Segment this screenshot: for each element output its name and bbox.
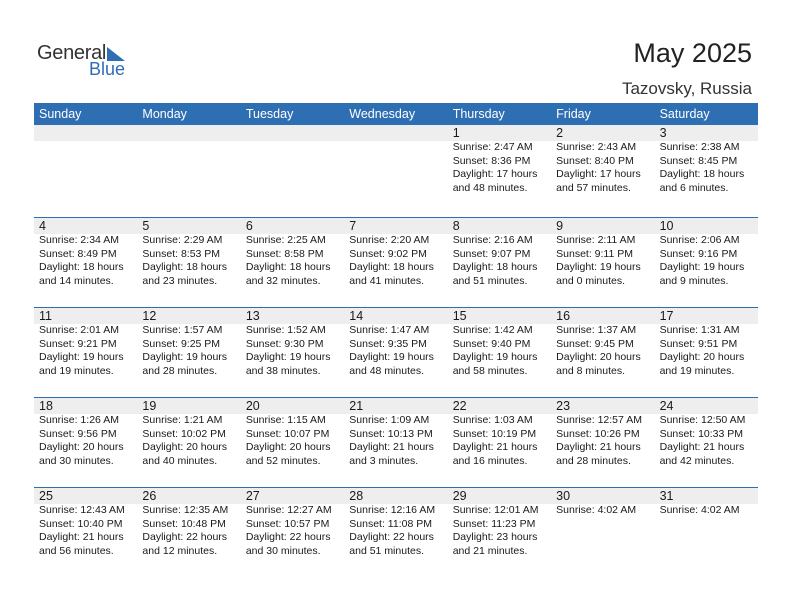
day-daylight2: and 32 minutes. — [245, 274, 321, 287]
day-cell — [137, 218, 240, 307]
day-sunrise: Sunrise: 12:27 AM — [245, 504, 332, 516]
page-title: May 2025 — [633, 38, 752, 68]
day-daylight2: and 23 minutes. — [142, 274, 218, 287]
weeks-container — [34, 125, 758, 577]
day-cell — [655, 398, 758, 487]
day-number: 15 — [452, 309, 467, 323]
day-sunset: Sunset: 9:40 PM — [452, 337, 531, 350]
day-daylight1: Daylight: 17 hours — [452, 168, 538, 180]
day-sunset: Sunset: 9:56 PM — [39, 427, 117, 440]
day-cell — [344, 398, 447, 487]
day-sunrise: Sunrise: 1:37 AM — [556, 324, 637, 336]
day-daylight2: and 12 minutes. — [142, 544, 218, 557]
day-number: 18 — [39, 399, 53, 413]
day-sunset: Sunset: 9:51 PM — [659, 337, 738, 350]
day-number: 2 — [556, 126, 564, 140]
day-daylight2: and 21 minutes. — [452, 544, 528, 557]
weekday-header — [34, 103, 758, 125]
day-sunset: Sunset: 9:30 PM — [245, 337, 324, 350]
day-daylight1: Daylight: 18 hours — [452, 261, 538, 273]
day-cell — [137, 488, 240, 577]
weekday-monday: Monday — [142, 107, 187, 121]
day-daylight2: and 51 minutes. — [349, 544, 424, 557]
day-daylight2: and 6 minutes. — [659, 181, 729, 194]
day-sunset: Sunset: 8:53 PM — [142, 247, 221, 260]
day-daylight1: Daylight: 20 hours — [245, 441, 331, 453]
day-daylight2: and 38 minutes. — [245, 364, 321, 377]
day-sunset: Sunset: 11:23 PM — [452, 517, 536, 530]
day-sunrise: Sunrise: 1:42 AM — [452, 324, 533, 336]
day-sunset: Sunset: 10:33 PM — [659, 427, 744, 440]
day-number: 19 — [142, 399, 157, 413]
day-daylight1: Daylight: 19 hours — [556, 261, 641, 273]
day-sunset: Sunset: 9:45 PM — [556, 337, 634, 350]
day-sunrise: Sunrise: 1:09 AM — [349, 414, 430, 426]
day-sunrise: Sunrise: 12:50 AM — [659, 414, 746, 426]
day-cell — [241, 398, 344, 487]
day-daylight1: Daylight: 17 hours — [556, 168, 641, 180]
day-cell — [241, 308, 344, 397]
logo-text-blue: Blue — [89, 59, 126, 79]
day-number: 20 — [245, 399, 260, 413]
day-sunrise: Sunrise: 2:47 AM — [452, 141, 533, 153]
day-sunrise: Sunrise: 1:57 AM — [142, 324, 223, 336]
day-cell — [34, 488, 137, 577]
day-cell — [241, 218, 344, 307]
day-daylight1: Daylight: 20 hours — [659, 351, 745, 363]
weekday-saturday: Saturday — [659, 107, 710, 121]
day-number: 14 — [349, 309, 364, 323]
weekday-wednesday: Wednesday — [349, 107, 416, 121]
day-daylight1: Daylight: 18 hours — [39, 261, 124, 273]
location-label: Tazovsky, Russia — [621, 79, 752, 98]
weekday-sunday: Sunday — [39, 107, 82, 121]
day-number — [349, 125, 447, 141]
day-sunrise: Sunrise: 12:35 AM — [142, 504, 229, 516]
week-row — [34, 397, 758, 487]
day-sunrise: Sunrise: 2:34 AM — [39, 234, 119, 246]
week-row — [34, 125, 758, 217]
day-sunset: Sunset: 10:19 PM — [452, 427, 537, 440]
day-sunrise: Sunrise: 1:15 AM — [245, 414, 326, 426]
day-sunrise: Sunrise: 12:01 AM — [452, 504, 539, 516]
day-number: 23 — [556, 399, 571, 413]
day-sunset: Sunset: 8:36 PM — [452, 154, 531, 167]
day-number: 26 — [142, 489, 157, 503]
day-sunrise: Sunrise: 12:16 AM — [349, 504, 436, 516]
day-daylight2: and 19 minutes. — [39, 364, 114, 377]
day-number: 12 — [142, 309, 157, 323]
day-number: 27 — [245, 489, 260, 503]
day-cell — [448, 488, 551, 577]
day-cell — [448, 398, 551, 487]
day-cell — [551, 488, 654, 577]
day-daylight1: Daylight: 21 hours — [349, 441, 434, 453]
day-cell — [551, 308, 654, 397]
day-sunset: Sunset: 9:35 PM — [349, 337, 427, 350]
day-sunrise: Sunrise: 12:43 AM — [39, 504, 125, 516]
day-daylight1: Daylight: 19 hours — [39, 351, 124, 363]
day-number: 25 — [39, 489, 53, 503]
day-sunset: Sunset: 9:21 PM — [39, 337, 117, 350]
day-cell — [344, 488, 447, 577]
day-sunrise: Sunrise: 2:06 AM — [659, 234, 740, 246]
day-daylight2: and 3 minutes. — [349, 454, 419, 467]
day-number: 6 — [245, 219, 253, 233]
day-sunrise: Sunrise: 2:20 AM — [349, 234, 430, 246]
day-cell — [655, 488, 758, 577]
day-cell — [655, 125, 758, 217]
day-daylight2: and 57 minutes. — [556, 181, 631, 194]
day-sunset: Sunset: 8:58 PM — [245, 247, 324, 260]
day-number: 24 — [659, 399, 674, 413]
day-number: 13 — [245, 309, 260, 323]
day-sunset: Sunset: 10:02 PM — [142, 427, 226, 440]
day-sunset: Sunset: 8:40 PM — [556, 154, 634, 167]
weekday-friday: Friday — [556, 107, 591, 121]
day-daylight2: and 41 minutes. — [349, 274, 424, 287]
day-daylight1: Daylight: 19 hours — [659, 261, 745, 273]
day-sunrise: Sunrise: 2:01 AM — [39, 324, 119, 336]
week-row — [34, 217, 758, 307]
day-daylight1: Daylight: 19 hours — [245, 351, 331, 363]
day-number: 9 — [556, 219, 564, 233]
day-daylight1: Daylight: 21 hours — [452, 441, 538, 453]
day-sunrise: Sunrise: 2:29 AM — [142, 234, 223, 246]
day-sunrise: Sunrise: 2:43 AM — [556, 141, 637, 153]
day-daylight1: Daylight: 18 hours — [659, 168, 745, 180]
day-cell — [241, 488, 344, 577]
day-cell — [34, 125, 137, 217]
day-daylight2: and 48 minutes. — [349, 364, 424, 377]
day-sunrise: Sunrise: 1:03 AM — [452, 414, 533, 426]
day-sunset: Sunset: 10:26 PM — [556, 427, 640, 440]
day-daylight1: Daylight: 23 hours — [452, 531, 538, 543]
day-daylight2: and 8 minutes. — [556, 364, 626, 377]
day-daylight1: Daylight: 21 hours — [39, 531, 124, 543]
day-cell — [655, 308, 758, 397]
day-cell — [551, 218, 654, 307]
day-number: 16 — [556, 309, 571, 323]
day-daylight1: Daylight: 21 hours — [556, 441, 641, 453]
day-number: 7 — [349, 219, 357, 233]
day-sunset: Sunset: 8:49 PM — [39, 247, 117, 260]
day-sunset: Sunset: 9:25 PM — [142, 337, 221, 350]
day-number: 4 — [39, 219, 46, 233]
day-number: 28 — [349, 489, 364, 503]
day-sunset: Sunset: 10:57 PM — [245, 517, 330, 530]
day-sunrise: Sunrise: 1:26 AM — [39, 414, 119, 426]
day-number: 21 — [349, 399, 364, 413]
day-daylight2: and 28 minutes. — [556, 454, 631, 467]
day-daylight1: Daylight: 22 hours — [142, 531, 228, 543]
day-daylight2: and 56 minutes. — [39, 544, 114, 557]
logo-text-general: General — [37, 42, 107, 64]
day-daylight2: and 16 minutes. — [452, 454, 528, 467]
day-number: 22 — [452, 399, 467, 413]
day-daylight1: Daylight: 20 hours — [556, 351, 641, 363]
day-daylight1: Daylight: 22 hours — [349, 531, 434, 543]
day-cell — [344, 308, 447, 397]
day-cell — [34, 398, 137, 487]
day-sunrise: Sunrise: 4:02 AM — [659, 504, 740, 516]
day-sunset: Sunset: 11:08 PM — [349, 517, 432, 530]
day-cell — [448, 308, 551, 397]
day-daylight2: and 28 minutes. — [142, 364, 218, 377]
day-daylight1: Daylight: 19 hours — [142, 351, 228, 363]
day-number — [39, 125, 137, 141]
day-cell — [551, 125, 654, 217]
day-daylight2: and 19 minutes. — [659, 364, 735, 377]
day-cell — [344, 218, 447, 307]
day-daylight1: Daylight: 18 hours — [349, 261, 434, 273]
day-daylight1: Daylight: 20 hours — [142, 441, 228, 453]
day-number: 11 — [39, 309, 52, 323]
week-row — [34, 307, 758, 397]
day-daylight2: and 58 minutes. — [452, 364, 528, 377]
day-sunrise: Sunrise: 2:11 AM — [556, 234, 636, 246]
day-daylight1: Daylight: 18 hours — [245, 261, 331, 273]
day-cell — [241, 125, 344, 217]
logo — [37, 42, 137, 82]
day-daylight2: and 48 minutes. — [452, 181, 528, 194]
day-sunrise: Sunrise: 1:52 AM — [245, 324, 326, 336]
day-daylight2: and 30 minutes. — [245, 544, 321, 557]
day-sunset: Sunset: 10:13 PM — [349, 427, 433, 440]
day-cell — [34, 308, 137, 397]
day-number: 5 — [142, 219, 150, 233]
day-daylight2: and 14 minutes. — [39, 274, 114, 287]
weekday-tuesday: Tuesday — [245, 107, 294, 121]
day-sunset: Sunset: 10:07 PM — [245, 427, 330, 440]
day-daylight2: and 42 minutes. — [659, 454, 735, 467]
day-number: 29 — [452, 489, 467, 503]
day-sunrise: Sunrise: 1:31 AM — [659, 324, 740, 336]
day-number: 3 — [659, 126, 667, 140]
day-sunset: Sunset: 10:48 PM — [142, 517, 226, 530]
day-daylight2: and 0 minutes. — [556, 274, 626, 287]
day-sunrise: Sunrise: 2:38 AM — [659, 141, 740, 153]
day-sunrise: Sunrise: 1:47 AM — [349, 324, 430, 336]
day-cell — [137, 308, 240, 397]
weekday-thursday: Thursday — [452, 107, 505, 121]
day-sunset: Sunset: 9:02 PM — [349, 247, 427, 260]
day-daylight2: and 9 minutes. — [659, 274, 729, 287]
day-cell — [448, 218, 551, 307]
day-number: 10 — [659, 219, 674, 233]
day-daylight1: Daylight: 20 hours — [39, 441, 124, 453]
day-number: 17 — [659, 309, 674, 323]
day-sunset: Sunset: 10:40 PM — [39, 517, 123, 530]
day-cell — [34, 218, 137, 307]
day-cell — [344, 125, 447, 217]
day-sunrise: Sunrise: 1:21 AM — [142, 414, 223, 426]
day-cell — [448, 125, 551, 217]
day-sunset: Sunset: 8:45 PM — [659, 154, 738, 167]
day-cell — [137, 398, 240, 487]
day-daylight1: Daylight: 22 hours — [245, 531, 331, 543]
day-cell — [551, 398, 654, 487]
day-number: 1 — [452, 126, 460, 140]
day-daylight2: and 40 minutes. — [142, 454, 218, 467]
day-cell — [655, 218, 758, 307]
day-sunset: Sunset: 9:16 PM — [659, 247, 738, 260]
day-number — [246, 125, 344, 141]
day-number — [142, 125, 240, 141]
day-daylight2: and 30 minutes. — [39, 454, 114, 467]
day-number: 8 — [452, 219, 460, 233]
day-sunrise: Sunrise: 2:25 AM — [245, 234, 326, 246]
day-daylight2: and 51 minutes. — [452, 274, 528, 287]
day-daylight1: Daylight: 19 hours — [452, 351, 538, 363]
day-number: 30 — [556, 489, 571, 503]
day-sunset: Sunset: 9:11 PM — [556, 247, 633, 260]
day-number: 31 — [659, 489, 674, 503]
day-sunrise: Sunrise: 12:57 AM — [556, 414, 642, 426]
day-cell — [137, 125, 240, 217]
day-sunrise: Sunrise: 2:16 AM — [452, 234, 533, 246]
day-daylight2: and 52 minutes. — [245, 454, 321, 467]
day-daylight1: Daylight: 21 hours — [659, 441, 745, 453]
day-daylight1: Daylight: 19 hours — [349, 351, 434, 363]
calendar-grid — [34, 103, 758, 577]
day-daylight1: Daylight: 18 hours — [142, 261, 228, 273]
week-row — [34, 487, 758, 577]
day-sunrise: Sunrise: 4:02 AM — [556, 504, 637, 516]
day-sunset: Sunset: 9:07 PM — [452, 247, 531, 260]
